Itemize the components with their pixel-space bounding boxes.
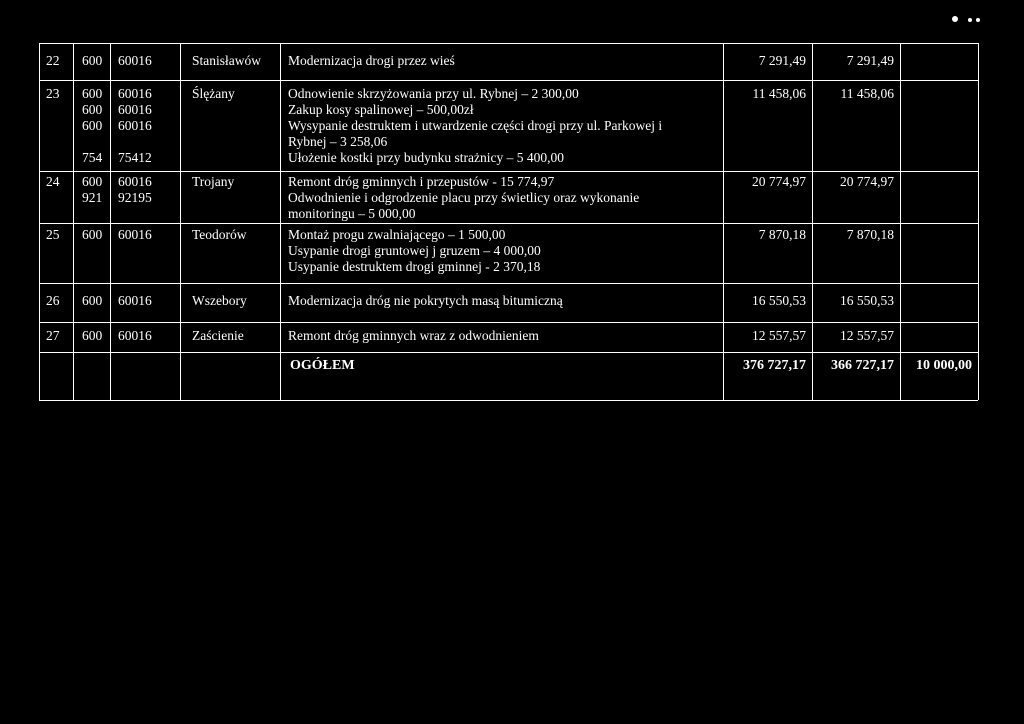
total-amount-2: 366 727,17 bbox=[831, 358, 894, 373]
task-description: Usypanie destruktem drogi gminnej - 2 370,18 bbox=[288, 259, 541, 274]
amount-current: 16 550,53 bbox=[840, 293, 894, 308]
table-column-divider bbox=[39, 43, 40, 400]
task-description: Wysypanie destruktem i utwardzenie części drogi przy ul. Parkowej i bbox=[288, 118, 663, 133]
amount-total: 11 458,06 bbox=[752, 86, 806, 101]
section-code: 600 bbox=[82, 328, 103, 343]
task-description: Remont dróg gminnych i przepustów - 15 774,97 bbox=[288, 174, 555, 189]
table-column-divider bbox=[280, 43, 281, 400]
chapter-code: 60016 bbox=[118, 227, 152, 242]
table-column-divider bbox=[978, 43, 979, 400]
place-name: Trojany bbox=[192, 174, 235, 189]
row-number: 26 bbox=[46, 293, 60, 308]
amount-current: 20 774,97 bbox=[840, 174, 894, 189]
section-code: 600 bbox=[82, 118, 103, 133]
task-description: Usypanie drogi gruntowej j gruzem – 4 000,00 bbox=[288, 243, 541, 258]
chapter-code: 60016 bbox=[118, 53, 152, 68]
table-column-divider bbox=[110, 43, 111, 400]
row-number: 23 bbox=[46, 86, 60, 101]
amount-total: 7 291,49 bbox=[758, 53, 806, 68]
section-code: 600 bbox=[82, 227, 103, 242]
table-column-divider bbox=[73, 43, 74, 400]
task-description: Modernizacja dróg nie pokrytych masą bitumiczną bbox=[288, 293, 563, 308]
table-column-divider bbox=[180, 43, 181, 400]
place-name: Zaścienie bbox=[192, 328, 244, 343]
amount-current: 11 458,06 bbox=[840, 86, 894, 101]
task-description: Modernizacja drogi przez wieś bbox=[288, 53, 455, 68]
chapter-code: 60016 bbox=[118, 174, 152, 189]
chapter-code: 92195 bbox=[118, 190, 152, 205]
section-code: 754 bbox=[82, 150, 103, 165]
chapter-code: 60016 bbox=[118, 328, 152, 343]
task-description: Ułożenie kostki przy budynku strażnicy – 5 400,00 bbox=[288, 150, 564, 165]
section-code: 600 bbox=[82, 293, 103, 308]
amount-current: 7 870,18 bbox=[846, 227, 894, 242]
place-name: Teodorów bbox=[192, 227, 247, 242]
place-name: Wszebory bbox=[192, 293, 247, 308]
chapter-code: 60016 bbox=[118, 86, 152, 101]
row-number: 25 bbox=[46, 227, 60, 242]
table-row-divider bbox=[39, 400, 978, 401]
section-code: 600 bbox=[82, 102, 103, 117]
task-description: Remont dróg gminnych wraz z odwodnieniem bbox=[288, 328, 539, 343]
row-number: 27 bbox=[46, 328, 60, 343]
place-name: Stanisławów bbox=[192, 53, 261, 68]
section-code: 600 bbox=[82, 53, 103, 68]
row-number: 22 bbox=[46, 53, 60, 68]
chapter-code: 60016 bbox=[118, 293, 152, 308]
task-description: Odwodnienie i odgrodzenie placu przy świetlicy oraz wykonanie bbox=[288, 190, 640, 205]
amount-current: 7 291,49 bbox=[846, 53, 894, 68]
amount-total: 16 550,53 bbox=[752, 293, 806, 308]
task-description: monitoringu – 5 000,00 bbox=[288, 206, 416, 221]
chapter-code: 60016 bbox=[118, 118, 152, 133]
amount-total: 20 774,97 bbox=[752, 174, 806, 189]
section-code: 600 bbox=[82, 174, 103, 189]
chapter-code: 75412 bbox=[118, 150, 152, 165]
amount-current: 12 557,57 bbox=[840, 328, 894, 343]
amount-total: 12 557,57 bbox=[752, 328, 806, 343]
section-code: 921 bbox=[82, 190, 103, 205]
section-code: 600 bbox=[82, 86, 103, 101]
task-description: Montaż progu zwalniającego – 1 500,00 bbox=[288, 227, 506, 242]
total-amount-3: 10 000,00 bbox=[916, 358, 972, 373]
task-description: Zakup kosy spalinowej – 500,00zł bbox=[288, 102, 474, 117]
amount-total: 7 870,18 bbox=[758, 227, 806, 242]
table-column-divider bbox=[812, 43, 813, 400]
total-amount-1: 376 727,17 bbox=[743, 358, 806, 373]
task-description: Rybnej – 3 258,06 bbox=[288, 134, 388, 149]
place-name: Ślężany bbox=[192, 86, 235, 101]
table-column-divider bbox=[900, 43, 901, 400]
scan-dots-mark bbox=[952, 14, 992, 24]
task-description: Odnowienie skrzyżowania przy ul. Rybnej – 2 300,00 bbox=[288, 86, 579, 101]
table-column-divider bbox=[723, 43, 724, 400]
total-label: OGÓŁEM bbox=[290, 358, 355, 373]
row-number: 24 bbox=[46, 174, 60, 189]
chapter-code: 60016 bbox=[118, 102, 152, 117]
